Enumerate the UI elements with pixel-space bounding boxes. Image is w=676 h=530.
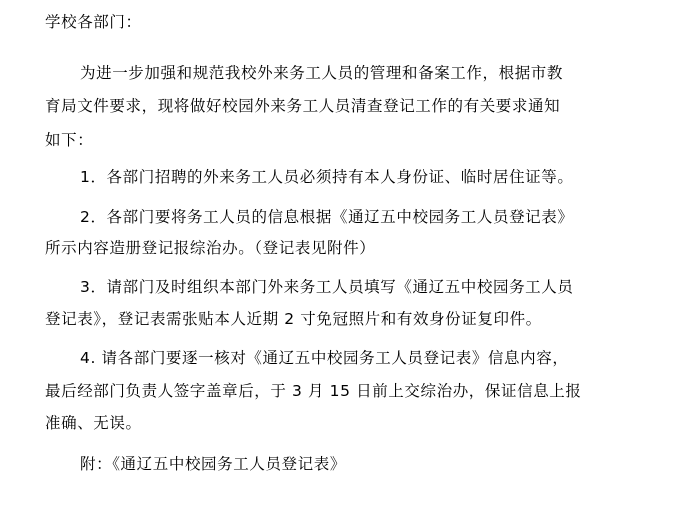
intro-line: 如下： — [45, 131, 94, 149]
salutation: 学校各部门： — [45, 13, 142, 31]
intro-line: 育局文件要求，现将做好校园外来务工人员清查登记工作的有关要求通知 — [45, 97, 561, 115]
list-item-4-line: 4. 请各部门要逐一核对《通辽五中校园务工人员登记表》信息内容， — [80, 349, 569, 367]
list-item-4-line: 准确、无误。 — [45, 414, 142, 432]
list-item-3-line: 登记表》，登记表需张贴本人近期 2 寸免冠照片和有效身份证复印件。 — [45, 310, 542, 328]
list-item-2-line: 2．各部门要将务工人员的信息根据《通辽五中校园务工人员登记表》 — [80, 208, 574, 226]
list-item-4-line: 最后经部门负责人签字盖章后，于 3 月 15 日前上交综治办，保证信息上报 — [45, 382, 582, 400]
list-item-3-line: 3．请部门及时组织本部门外来务工人员填写《通辽五中校园务工人员 — [80, 278, 574, 296]
list-item-1-line: 1．各部门招聘的外来务工人员必须持有本人身份证、临时居住证等。 — [80, 168, 574, 186]
list-item-2-line: 所示内容造册登记报综治办。（登记表见附件） — [45, 239, 376, 257]
attachment-note: 附：《通辽五中校园务工人员登记表》 — [80, 455, 346, 473]
intro-line: 为进一步加强和规范我校外来务工人员的管理和备案工作，根据市教 — [80, 64, 564, 82]
